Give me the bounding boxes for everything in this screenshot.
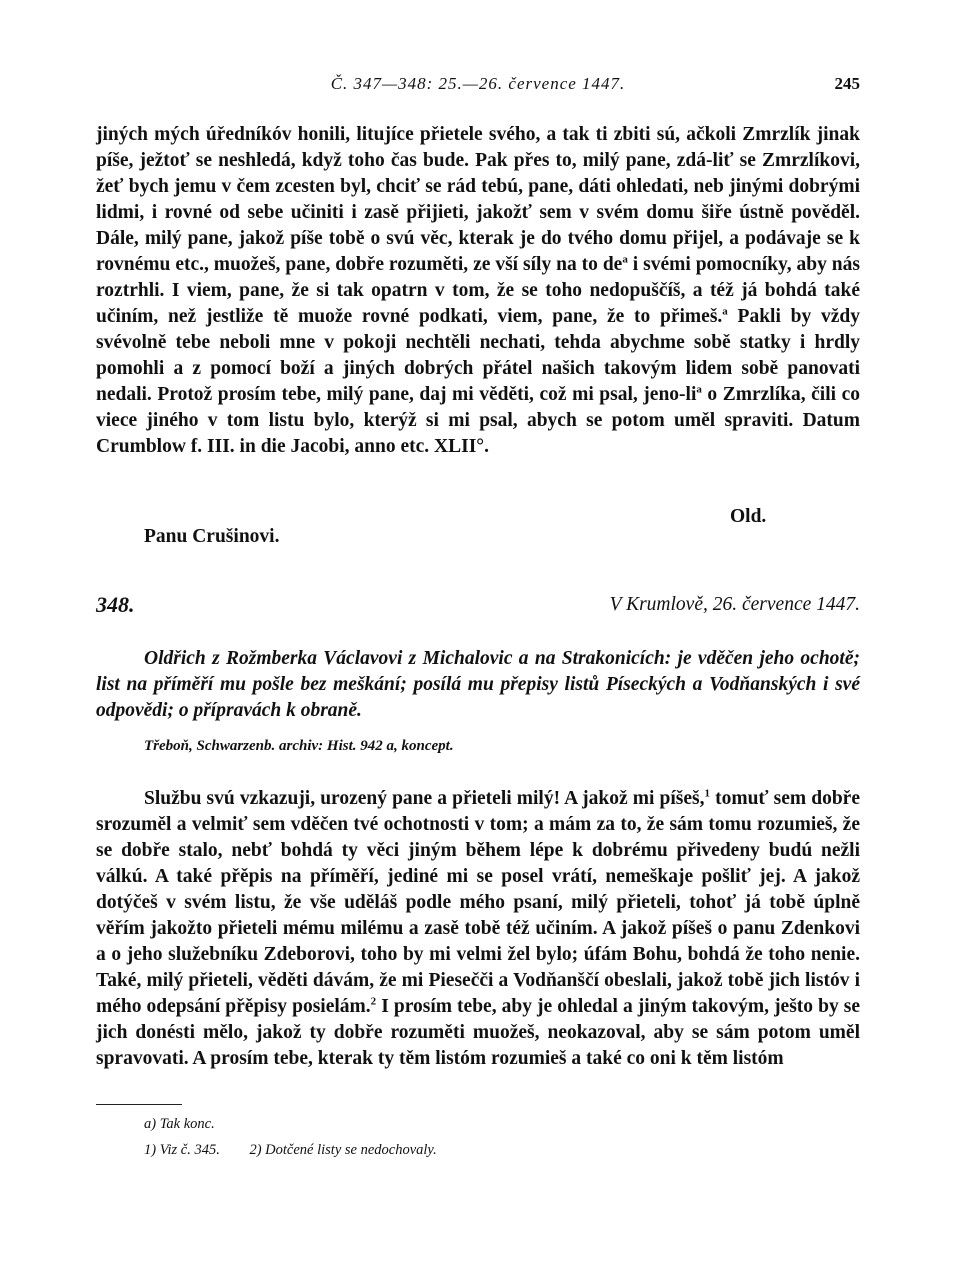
running-title: Č. 347—348: 25.—26. července 1447. — [330, 74, 626, 93]
letter-347-text — [96, 122, 860, 460]
footnote-2: 2) Dotčené listy se nedochovaly. — [249, 1142, 437, 1158]
page-number: 245 — [834, 74, 860, 93]
footnote-rule — [96, 1104, 182, 1105]
paragraph: jiných mých úředníkóv honili, litujíce přietele svého, a tak ti zbiti sú, ačkoli Zmrzlík jinak píše, ježtoť se neshledá, když toho čas bude. Pak přes to, milý pane, zdá-liť se Zmrzlíkovi, žeť bych jemu v čem zcesten byl, chciť se rád tebú, pane, dáti ohledati, neb jinými dobrými lidmi, i rovné od sebe učiniti i zasě přijieti, jakožť sem v svém domu šiře ústně pověděl. Dále, milý pane, jakož píše tobě o svú věc, kterak je do tvého domu přijel, a podávaje se k rovnému etc., muožeš, pane, dobře rozuměti, ze vší síly na to $de^a$ i svémi pomocníky, aby nás roztrhli. I viem, pane, že si tak opatrn v tom, že se toho nedopuščíš, a též já bohdá také učiním, než jestliže tě muože rovné podkati, viem, pane, že to přimeš.$^a$ Pakli by vždy svévolně tebe neboli mne v pokoji nechtěli nechati, tehda abychme sobě statky i hrdly pomohli a z pomocí boží a jiných dobrých přátel našich takovým lidem sobě panovati nedali. Protož prosím tebe, milý pane, daj mi věděti, což mi psal, jeno-$li^a$ o Zmrzlíka, čili co viece jiného v tom listu bylo, kterýž si mi psal, abych se potom uměl spraviti. Datum Crumblow f. III. in die Jacobi, anno etc. XLII°. — [96, 124, 860, 457]
regest: Oldřich z Rožmberka Václavovi z Michalovic a na Strakonicích: je vděčen jeho ochotě; list na příměří mu pošle bez meškání; posílá mu přepisy listů Píseckých a Vodňanských i své odpovědi; o přípravách k obraně. — [96, 648, 860, 721]
page-header — [96, 74, 860, 100]
note-mark: a — [622, 253, 628, 266]
document-number: 348. — [96, 592, 135, 617]
note-mark: a — [722, 305, 728, 318]
footnote-ref: 2 — [370, 995, 377, 1008]
archival-source: Třeboň, Schwarzenb. archiv: Hist. 942 a, koncept. — [144, 738, 454, 754]
footnotes-numbered — [144, 1142, 463, 1159]
note-mark: a — [696, 383, 702, 396]
signature: Old. — [730, 506, 767, 527]
letter-348-text — [96, 786, 860, 1072]
place-date: V Krumlově, 26. července 1447. — [609, 594, 860, 615]
addressee: Panu Crušinovi. — [144, 526, 280, 547]
footnote-1: 1) Viz č. 345. — [144, 1142, 220, 1158]
footnote-ref: 1 — [704, 787, 710, 800]
paragraph: Službu svú vzkazuji, urozený pane a přieteli milý! A jakož mi píšeš,$^1$ tomuť sem dobře srozuměl a velmiť sem vděčen tvé ochotnosti v tom; a mám za to, že sám tomu rozumieš, že se dobře stalo, nebť bohdá ty věci jiným během lépe k dobrému přivedeny budú nežli válkú. A také přěpis na příměří, jediné mi se posel vrátí, nemeškaje pošliť jej. A jakož dotýčeš v svém listu, že vše uděláš podle mého psaní, milý přieteli, tohoť já tobě úplně věřím jakožto přieteli mému milému a zasě tobě též učiním. A jakož píšeš o panu Zdenkovi a o jeho služebníku Zdeborovi, toho by mi velmi žel bylo; úfám Bohu, bohdá že toho nenie. Také, milý přieteli, věděti dávám, že mi Piesečči a Vodňanščí obeslali, jakož tobě jich listóv i mého odepsání přěpisy posielám.$^2$ I prosím tebe, aby je ohledal a jiným takovým, ješto by se jich donésti mělo, jakož ty dobře rozuměti muožeš, neokazoval, aby se sám potom uměl spravovati. A prosím tebe, kterak ty těm listóm rozumieš a také co oni k těm listóm — [96, 787, 860, 1069]
footnote-a: a) Tak konc. — [144, 1116, 215, 1132]
